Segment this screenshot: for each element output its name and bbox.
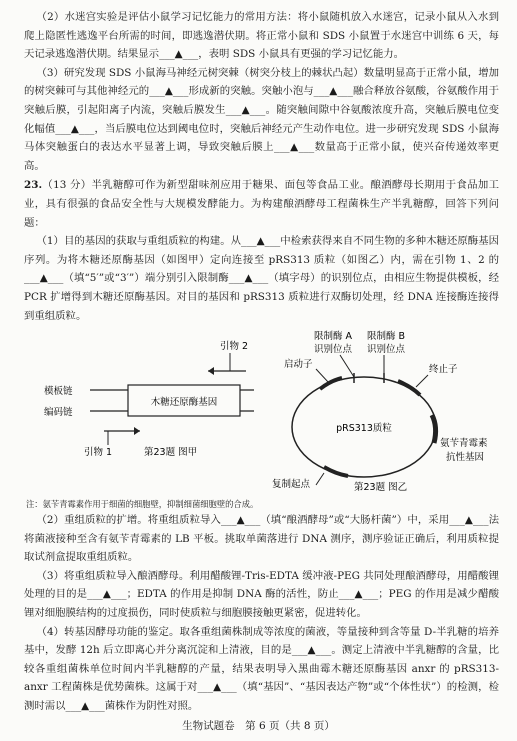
site-a-line2: 识别位点 [314, 344, 353, 356]
promoter-pointer [316, 369, 329, 383]
site-b-line1: 限制酶 B [367, 331, 406, 343]
gene-label: 木糖还原酶基因 [150, 397, 218, 409]
promoter-label: 启动子 [284, 359, 313, 371]
primer2-label: 引物 2 [220, 341, 249, 353]
question-23-part-3: （3）将重组质粒导入酿酒酵母。利用醋酸锂-Tris-EDTA 缓冲液-PEG 共同处理酿酒酵母，用醋酸锂处理的目的是___▲___；EDTA 的作用是抑制 DNA 酶的活性，防止___▲___；PEG 的作用是减少醋酸锂对细胞膜结构的过度损伤，同时使质粒与细胞膜接触更紧密，促进转化。 [24, 569, 499, 620]
terminator-label: 终止子 [429, 364, 458, 376]
question-22-part-3: （3）研究发现 SDS 小鼠海马神经元树突棘（树突分枝上的棘状凸起）数量明显高于正常小鼠，增加的树突棘可与其他神经元的___▲___形成新的突触。突触小泡与___▲___融合释放谷氨酸，谷氨酸作用于突触后膜，引起阳离子内流，突触后膜发生___▲___。随突触间隙中谷氨酸浓度升高，突触后膜电位变化幅值___▲___，当后膜电位达到阈电位时，突触后神经元产生动作电位。进一步研究发现 SDS 小鼠海马体突触蛋白的表达水平显著上调，导致突触后膜上___▲___数量高于正常小鼠，使兴奋传递效率更高。 [24, 66, 499, 172]
site-b-line2: 识别位点 [367, 344, 406, 356]
primer1-arrow [134, 427, 140, 435]
site-a-line1: 限制酶 A [314, 331, 353, 343]
question-number: 23. [24, 179, 43, 192]
figure-area [24, 327, 499, 497]
amp-line2: 抗性基因 [446, 452, 485, 464]
question-23-part-4: （4）转基因酵母功能的鉴定。取各重组菌株制成等浓度的菌液，等量接种到含等量 D-半乳糖的培养基中，发酵 12h 后立即离心并分离沉淀和上清液，目的是___▲___。测定上清液中半乳糖醇的含量，比较各重组菌株单位时间内半乳糖醇的产量，结果表明导入黑曲霉木糖还原酶基因 anxr 的 pRS313-anxr 工程菌株是优势菌株。这属于对___▲___（填“基因”、“基因表达产物”或“个体性状”）的检测，检测时需以___▲___菌株作为阴性对照。 [24, 625, 499, 713]
terminator-pointer [416, 375, 428, 387]
plasmid-label: pRS313质粒 [336, 423, 392, 435]
question-23-text: （13 分）半乳糖醇可作为新型甜味剂应用于糖果、面包等食品工业。酿酒酵母长期用于食品加工业，具有很强的食品安全性与大规模发酵能力。为构建酿酒酵母工程菌株生产半乳糖醇，回答下列问题： [24, 179, 499, 229]
figures [24, 327, 499, 497]
question-22-part-2: （2）水迷宫实验是评估小鼠学习记忆能力的常用方法：将小鼠随机放入水迷宫，记录小鼠从入水到爬上隐匿性逃逸平台所需的时间，即逃逸潜伏期。将正常小鼠和 SDS 小鼠置于水迷宫中训练 6 天，每天记录逃逸潜伏期。结果显示___▲___，表明 SDS 小鼠具有更强的学习记忆能力。 [24, 11, 499, 61]
ori-label: 复制起点 [272, 479, 311, 491]
figure-b-caption: 第23题 图乙 [354, 482, 408, 494]
promoter-segment [320, 378, 342, 389]
question-23-stem [24, 176, 499, 232]
primer1-label: 引物 1 [84, 447, 113, 459]
figure-a [44, 340, 254, 458]
figure-note: 注：氨苄青霉素作用于细菌的细胞壁，抑制细菌细胞壁的合成。 [26, 499, 259, 510]
terminator-segment [398, 381, 420, 395]
site-a-pointer [340, 355, 354, 377]
template-strand-label: 模板链 [44, 386, 73, 398]
coding-strand-label: 编码链 [44, 407, 73, 419]
amp-gene-segment [432, 415, 436, 443]
figure-b [272, 330, 488, 493]
ori-segment [324, 467, 348, 476]
page-footer: 生物试题卷 第 6 页（共 8 页） [182, 720, 335, 732]
figure-a-caption: 第23题 图甲 [144, 447, 198, 459]
question-23-part-1: （1）目的基因的获取与重组质粒的构建。从___▲___中检索获得来自不同生物的多种木糖还原酶基因序列。为将木糖还原酶基因（如图甲）定向连接至 pRS313 质粒（如图乙）内，需在引物 1、2 的___▲___（填“5′”或“3′”）端分别引入限制酶___▲___（填字母）的识别位点，由相应生物提供模板，经 PCR 扩增得到木糖还原酶基因。对目的基因和 pRS313 质粒进行双酶切处理，经 DNA 连接酶连接得到重组质粒。 [24, 235, 499, 322]
ori-pointer [316, 473, 324, 485]
primer2-arrow [208, 367, 214, 375]
question-23-part-2: （2）重组质粒的扩增。将重组质粒导入___▲___（填“酿酒酵母”或“大肠杆菌”）中，采用___▲___法将菌液接种至含有氨苄青霉素的 LB 平板。挑取单菌落进行 DNA 测序，测序验证正确后，利用质粒提取试剂盒提取重组质粒。 [24, 514, 499, 564]
amp-line1: 氨苄青霉素 [440, 438, 488, 450]
